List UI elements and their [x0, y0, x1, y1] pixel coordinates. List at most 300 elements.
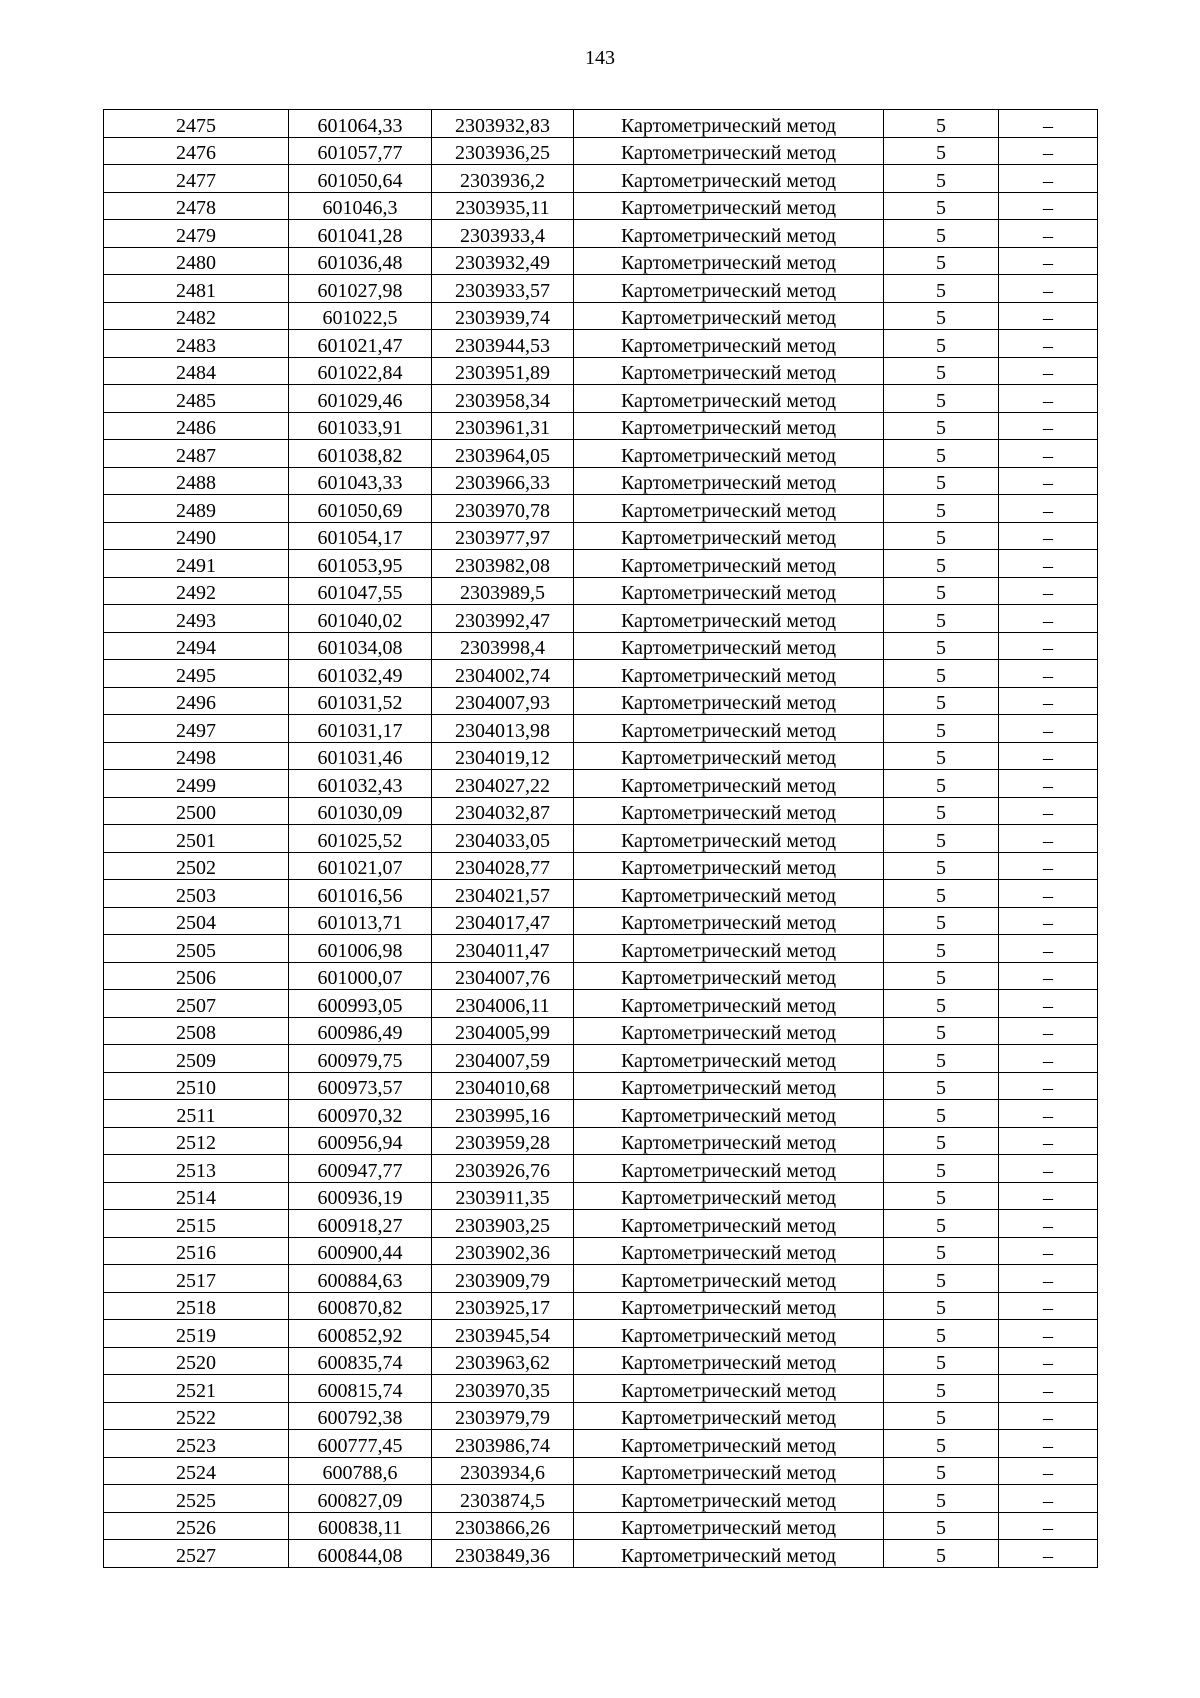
x-coordinate-cell: 601038,82 — [289, 440, 432, 468]
dash-cell: – — [999, 990, 1098, 1018]
table-row — [104, 1457, 1098, 1485]
y-coordinate-cell: 2303966,33 — [432, 467, 574, 495]
point-number-cell: 2495 — [104, 660, 289, 688]
method-cell: Картометрический метод — [574, 1017, 884, 1045]
dash-cell: – — [999, 962, 1098, 990]
point-number-cell: 2479 — [104, 220, 289, 248]
accuracy-cell: 5 — [884, 1512, 999, 1540]
accuracy-cell: 5 — [884, 1402, 999, 1430]
y-coordinate-cell: 2304013,98 — [432, 715, 574, 743]
x-coordinate-cell: 601041,28 — [289, 220, 432, 248]
point-number-cell: 2521 — [104, 1375, 289, 1403]
point-number-cell: 2480 — [104, 247, 289, 275]
method-cell: Картометрический метод — [574, 412, 884, 440]
y-coordinate-cell: 2303963,62 — [432, 1347, 574, 1375]
dash-cell: – — [999, 935, 1098, 963]
dash-cell: – — [999, 440, 1098, 468]
table-row — [104, 440, 1098, 468]
method-cell: Картометрический метод — [574, 577, 884, 605]
method-cell: Картометрический метод — [574, 1100, 884, 1128]
table-row — [104, 770, 1098, 798]
method-cell: Картометрический метод — [574, 1320, 884, 1348]
accuracy-cell: 5 — [884, 412, 999, 440]
x-coordinate-cell: 601022,5 — [289, 302, 432, 330]
y-coordinate-cell: 2303932,83 — [432, 110, 574, 138]
accuracy-cell: 5 — [884, 247, 999, 275]
method-cell: Картометрический метод — [574, 880, 884, 908]
accuracy-cell: 5 — [884, 1292, 999, 1320]
dash-cell: – — [999, 412, 1098, 440]
accuracy-cell: 5 — [884, 550, 999, 578]
method-cell: Картометрический метод — [574, 687, 884, 715]
x-coordinate-cell: 601033,91 — [289, 412, 432, 440]
accuracy-cell: 5 — [884, 1265, 999, 1293]
point-number-cell: 2482 — [104, 302, 289, 330]
method-cell: Картометрический метод — [574, 522, 884, 550]
table-row — [104, 1155, 1098, 1183]
method-cell: Картометрический метод — [574, 1485, 884, 1513]
accuracy-cell: 5 — [884, 1100, 999, 1128]
table-row — [104, 247, 1098, 275]
dash-cell: – — [999, 797, 1098, 825]
accuracy-cell: 5 — [884, 1210, 999, 1238]
x-coordinate-cell: 601021,07 — [289, 852, 432, 880]
dash-cell: – — [999, 852, 1098, 880]
accuracy-cell: 5 — [884, 825, 999, 853]
accuracy-cell: 5 — [884, 165, 999, 193]
accuracy-cell: 5 — [884, 770, 999, 798]
dash-cell: – — [999, 1127, 1098, 1155]
table-row — [104, 165, 1098, 193]
point-number-cell: 2491 — [104, 550, 289, 578]
dash-cell: – — [999, 742, 1098, 770]
y-coordinate-cell: 2303902,36 — [432, 1237, 574, 1265]
table-row — [104, 1210, 1098, 1238]
method-cell: Картометрический метод — [574, 1237, 884, 1265]
x-coordinate-cell: 600936,19 — [289, 1182, 432, 1210]
dash-cell: – — [999, 165, 1098, 193]
dash-cell: – — [999, 110, 1098, 138]
method-cell: Картометрический метод — [574, 990, 884, 1018]
dash-cell: – — [999, 605, 1098, 633]
dash-cell: – — [999, 577, 1098, 605]
dash-cell: – — [999, 660, 1098, 688]
point-number-cell: 2477 — [104, 165, 289, 193]
dash-cell: – — [999, 825, 1098, 853]
dash-cell: – — [999, 1182, 1098, 1210]
method-cell: Картометрический метод — [574, 605, 884, 633]
method-cell: Картометрический метод — [574, 962, 884, 990]
x-coordinate-cell: 601046,3 — [289, 192, 432, 220]
table-row — [104, 962, 1098, 990]
y-coordinate-cell: 2303964,05 — [432, 440, 574, 468]
x-coordinate-cell: 601036,48 — [289, 247, 432, 275]
y-coordinate-cell: 2304019,12 — [432, 742, 574, 770]
point-number-cell: 2511 — [104, 1100, 289, 1128]
table-row — [104, 632, 1098, 660]
method-cell: Картометрический метод — [574, 1347, 884, 1375]
y-coordinate-cell: 2303970,35 — [432, 1375, 574, 1403]
accuracy-cell: 5 — [884, 1320, 999, 1348]
point-number-cell: 2504 — [104, 907, 289, 935]
x-coordinate-cell: 600918,27 — [289, 1210, 432, 1238]
method-cell: Картометрический метод — [574, 550, 884, 578]
table-row — [104, 1237, 1098, 1265]
x-coordinate-cell: 601057,77 — [289, 137, 432, 165]
method-cell: Картометрический метод — [574, 852, 884, 880]
table-row — [104, 1485, 1098, 1513]
point-number-cell: 2490 — [104, 522, 289, 550]
dash-cell: – — [999, 1485, 1098, 1513]
point-number-cell: 2493 — [104, 605, 289, 633]
accuracy-cell: 5 — [884, 935, 999, 963]
table-row — [104, 1072, 1098, 1100]
accuracy-cell: 5 — [884, 1045, 999, 1073]
dash-cell: – — [999, 1210, 1098, 1238]
accuracy-cell: 5 — [884, 962, 999, 990]
point-number-cell: 2525 — [104, 1485, 289, 1513]
method-cell: Картометрический метод — [574, 1045, 884, 1073]
accuracy-cell: 5 — [884, 880, 999, 908]
y-coordinate-cell: 2303936,25 — [432, 137, 574, 165]
y-coordinate-cell: 2303959,28 — [432, 1127, 574, 1155]
table-row — [104, 385, 1098, 413]
dash-cell: – — [999, 770, 1098, 798]
dash-cell: – — [999, 1045, 1098, 1073]
accuracy-cell: 5 — [884, 715, 999, 743]
method-cell: Картометрический метод — [574, 1430, 884, 1458]
x-coordinate-cell: 600956,94 — [289, 1127, 432, 1155]
method-cell: Картометрический метод — [574, 1540, 884, 1568]
dash-cell: – — [999, 330, 1098, 358]
method-cell: Картометрический метод — [574, 467, 884, 495]
dash-cell: – — [999, 1292, 1098, 1320]
table-row — [104, 1375, 1098, 1403]
dash-cell: – — [999, 247, 1098, 275]
x-coordinate-cell: 600777,45 — [289, 1430, 432, 1458]
method-cell: Картометрический метод — [574, 110, 884, 138]
point-number-cell: 2508 — [104, 1017, 289, 1045]
y-coordinate-cell: 2303909,79 — [432, 1265, 574, 1293]
point-number-cell: 2505 — [104, 935, 289, 963]
dash-cell: – — [999, 907, 1098, 935]
dash-cell: – — [999, 522, 1098, 550]
y-coordinate-cell: 2303979,79 — [432, 1402, 574, 1430]
point-number-cell: 2512 — [104, 1127, 289, 1155]
x-coordinate-cell: 601025,52 — [289, 825, 432, 853]
x-coordinate-cell: 601027,98 — [289, 275, 432, 303]
accuracy-cell: 5 — [884, 440, 999, 468]
x-coordinate-cell: 600827,09 — [289, 1485, 432, 1513]
x-coordinate-cell: 601034,08 — [289, 632, 432, 660]
accuracy-cell: 5 — [884, 1072, 999, 1100]
accuracy-cell: 5 — [884, 852, 999, 880]
table-row — [104, 1045, 1098, 1073]
dash-cell: – — [999, 302, 1098, 330]
table-row — [104, 880, 1098, 908]
y-coordinate-cell: 2304007,93 — [432, 687, 574, 715]
accuracy-cell: 5 — [884, 1540, 999, 1568]
table-body — [104, 110, 1098, 1568]
x-coordinate-cell: 601040,02 — [289, 605, 432, 633]
accuracy-cell: 5 — [884, 1430, 999, 1458]
x-coordinate-cell: 601022,84 — [289, 357, 432, 385]
x-coordinate-cell: 601031,17 — [289, 715, 432, 743]
table-row — [104, 1292, 1098, 1320]
point-number-cell: 2527 — [104, 1540, 289, 1568]
y-coordinate-cell: 2303866,26 — [432, 1512, 574, 1540]
accuracy-cell: 5 — [884, 495, 999, 523]
y-coordinate-cell: 2304027,22 — [432, 770, 574, 798]
y-coordinate-cell: 2304002,74 — [432, 660, 574, 688]
table-row — [104, 1347, 1098, 1375]
coordinates-table — [103, 109, 1098, 1568]
table-row — [104, 605, 1098, 633]
method-cell: Картометрический метод — [574, 770, 884, 798]
dash-cell: – — [999, 1375, 1098, 1403]
dash-cell: – — [999, 880, 1098, 908]
point-number-cell: 2501 — [104, 825, 289, 853]
dash-cell: – — [999, 137, 1098, 165]
table-row — [104, 1402, 1098, 1430]
table-row — [104, 110, 1098, 138]
accuracy-cell: 5 — [884, 1347, 999, 1375]
y-coordinate-cell: 2303989,5 — [432, 577, 574, 605]
y-coordinate-cell: 2303951,89 — [432, 357, 574, 385]
point-number-cell: 2488 — [104, 467, 289, 495]
dash-cell: – — [999, 687, 1098, 715]
table-row — [104, 302, 1098, 330]
accuracy-cell: 5 — [884, 797, 999, 825]
x-coordinate-cell: 601047,55 — [289, 577, 432, 605]
y-coordinate-cell: 2303903,25 — [432, 1210, 574, 1238]
y-coordinate-cell: 2303934,6 — [432, 1457, 574, 1485]
point-number-cell: 2498 — [104, 742, 289, 770]
y-coordinate-cell: 2304007,59 — [432, 1045, 574, 1073]
point-number-cell: 2523 — [104, 1430, 289, 1458]
dash-cell: – — [999, 192, 1098, 220]
y-coordinate-cell: 2303874,5 — [432, 1485, 574, 1513]
table-row — [104, 467, 1098, 495]
accuracy-cell: 5 — [884, 110, 999, 138]
table-row — [104, 495, 1098, 523]
x-coordinate-cell: 601013,71 — [289, 907, 432, 935]
table-row — [104, 1320, 1098, 1348]
method-cell: Картометрический метод — [574, 440, 884, 468]
x-coordinate-cell: 601031,46 — [289, 742, 432, 770]
point-number-cell: 2516 — [104, 1237, 289, 1265]
accuracy-cell: 5 — [884, 1017, 999, 1045]
method-cell: Картометрический метод — [574, 660, 884, 688]
table-row — [104, 935, 1098, 963]
x-coordinate-cell: 601050,64 — [289, 165, 432, 193]
point-number-cell: 2486 — [104, 412, 289, 440]
x-coordinate-cell: 600844,08 — [289, 1540, 432, 1568]
accuracy-cell: 5 — [884, 522, 999, 550]
x-coordinate-cell: 601031,52 — [289, 687, 432, 715]
method-cell: Картометрический метод — [574, 935, 884, 963]
x-coordinate-cell: 600947,77 — [289, 1155, 432, 1183]
table-row — [104, 715, 1098, 743]
method-cell: Картометрический метод — [574, 1265, 884, 1293]
table-row — [104, 137, 1098, 165]
y-coordinate-cell: 2303935,11 — [432, 192, 574, 220]
x-coordinate-cell: 600993,05 — [289, 990, 432, 1018]
accuracy-cell: 5 — [884, 990, 999, 1018]
dash-cell: – — [999, 1512, 1098, 1540]
table-row — [104, 412, 1098, 440]
method-cell: Картометрический метод — [574, 385, 884, 413]
x-coordinate-cell: 601029,46 — [289, 385, 432, 413]
point-number-cell: 2519 — [104, 1320, 289, 1348]
accuracy-cell: 5 — [884, 357, 999, 385]
y-coordinate-cell: 2303958,34 — [432, 385, 574, 413]
point-number-cell: 2515 — [104, 1210, 289, 1238]
x-coordinate-cell: 600884,63 — [289, 1265, 432, 1293]
y-coordinate-cell: 2304011,47 — [432, 935, 574, 963]
method-cell: Картометрический метод — [574, 1512, 884, 1540]
y-coordinate-cell: 2303932,49 — [432, 247, 574, 275]
method-cell: Картометрический метод — [574, 1210, 884, 1238]
x-coordinate-cell: 600979,75 — [289, 1045, 432, 1073]
dash-cell: – — [999, 275, 1098, 303]
table-row — [104, 522, 1098, 550]
x-coordinate-cell: 600973,57 — [289, 1072, 432, 1100]
accuracy-cell: 5 — [884, 1485, 999, 1513]
method-cell: Картометрический метод — [574, 1155, 884, 1183]
table-row — [104, 797, 1098, 825]
table-row — [104, 220, 1098, 248]
accuracy-cell: 5 — [884, 1375, 999, 1403]
y-coordinate-cell: 2303961,31 — [432, 412, 574, 440]
point-number-cell: 2497 — [104, 715, 289, 743]
table-row — [104, 1512, 1098, 1540]
accuracy-cell: 5 — [884, 742, 999, 770]
table-row — [104, 577, 1098, 605]
dash-cell: – — [999, 1457, 1098, 1485]
accuracy-cell: 5 — [884, 137, 999, 165]
method-cell: Картометрический метод — [574, 495, 884, 523]
dash-cell: – — [999, 1402, 1098, 1430]
x-coordinate-cell: 601032,43 — [289, 770, 432, 798]
point-number-cell: 2485 — [104, 385, 289, 413]
y-coordinate-cell: 2303936,2 — [432, 165, 574, 193]
x-coordinate-cell: 600900,44 — [289, 1237, 432, 1265]
y-coordinate-cell: 2303982,08 — [432, 550, 574, 578]
accuracy-cell: 5 — [884, 1457, 999, 1485]
table-row — [104, 852, 1098, 880]
y-coordinate-cell: 2303986,74 — [432, 1430, 574, 1458]
dash-cell: – — [999, 550, 1098, 578]
x-coordinate-cell: 600870,82 — [289, 1292, 432, 1320]
point-number-cell: 2481 — [104, 275, 289, 303]
point-number-cell: 2517 — [104, 1265, 289, 1293]
point-number-cell: 2510 — [104, 1072, 289, 1100]
method-cell: Картометрический метод — [574, 1375, 884, 1403]
method-cell: Картометрический метод — [574, 825, 884, 853]
y-coordinate-cell: 2303945,54 — [432, 1320, 574, 1348]
accuracy-cell: 5 — [884, 1237, 999, 1265]
table-row — [104, 357, 1098, 385]
point-number-cell: 2513 — [104, 1155, 289, 1183]
method-cell: Картометрический метод — [574, 357, 884, 385]
method-cell: Картометрический метод — [574, 137, 884, 165]
x-coordinate-cell: 601006,98 — [289, 935, 432, 963]
point-number-cell: 2507 — [104, 990, 289, 1018]
accuracy-cell: 5 — [884, 1182, 999, 1210]
point-number-cell: 2489 — [104, 495, 289, 523]
page-number: 143 — [585, 47, 615, 69]
y-coordinate-cell: 2303939,74 — [432, 302, 574, 330]
point-number-cell: 2518 — [104, 1292, 289, 1320]
point-number-cell: 2503 — [104, 880, 289, 908]
dash-cell: – — [999, 1347, 1098, 1375]
table-row — [104, 687, 1098, 715]
method-cell: Картометрический метод — [574, 1457, 884, 1485]
method-cell: Картометрический метод — [574, 1127, 884, 1155]
x-coordinate-cell: 601050,69 — [289, 495, 432, 523]
table-row — [104, 907, 1098, 935]
x-coordinate-cell: 601000,07 — [289, 962, 432, 990]
dash-cell: – — [999, 357, 1098, 385]
accuracy-cell: 5 — [884, 632, 999, 660]
dash-cell: – — [999, 385, 1098, 413]
x-coordinate-cell: 601032,49 — [289, 660, 432, 688]
table-row — [104, 275, 1098, 303]
y-coordinate-cell: 2303911,35 — [432, 1182, 574, 1210]
point-number-cell: 2499 — [104, 770, 289, 798]
accuracy-cell: 5 — [884, 302, 999, 330]
accuracy-cell: 5 — [884, 385, 999, 413]
method-cell: Картометрический метод — [574, 192, 884, 220]
method-cell: Картометрический метод — [574, 220, 884, 248]
table-row — [104, 990, 1098, 1018]
point-number-cell: 2520 — [104, 1347, 289, 1375]
point-number-cell: 2492 — [104, 577, 289, 605]
table-row — [104, 1430, 1098, 1458]
dash-cell: – — [999, 1430, 1098, 1458]
x-coordinate-cell: 600788,6 — [289, 1457, 432, 1485]
y-coordinate-cell: 2304017,47 — [432, 907, 574, 935]
y-coordinate-cell: 2303998,4 — [432, 632, 574, 660]
y-coordinate-cell: 2303926,76 — [432, 1155, 574, 1183]
point-number-cell: 2522 — [104, 1402, 289, 1430]
method-cell: Картометрический метод — [574, 247, 884, 275]
table-row — [104, 742, 1098, 770]
method-cell: Картометрический метод — [574, 797, 884, 825]
method-cell: Картометрический метод — [574, 632, 884, 660]
dash-cell: – — [999, 1540, 1098, 1568]
table-row — [104, 1127, 1098, 1155]
table-row — [104, 660, 1098, 688]
point-number-cell: 2476 — [104, 137, 289, 165]
table-row — [104, 1540, 1098, 1568]
x-coordinate-cell: 600970,32 — [289, 1100, 432, 1128]
point-number-cell: 2506 — [104, 962, 289, 990]
y-coordinate-cell: 2304006,11 — [432, 990, 574, 1018]
dash-cell: – — [999, 1100, 1098, 1128]
y-coordinate-cell: 2303944,53 — [432, 330, 574, 358]
point-number-cell: 2478 — [104, 192, 289, 220]
dash-cell: – — [999, 1155, 1098, 1183]
accuracy-cell: 5 — [884, 467, 999, 495]
accuracy-cell: 5 — [884, 275, 999, 303]
dash-cell: – — [999, 467, 1098, 495]
x-coordinate-cell: 601030,09 — [289, 797, 432, 825]
point-number-cell: 2484 — [104, 357, 289, 385]
y-coordinate-cell: 2303925,17 — [432, 1292, 574, 1320]
point-number-cell: 2475 — [104, 110, 289, 138]
